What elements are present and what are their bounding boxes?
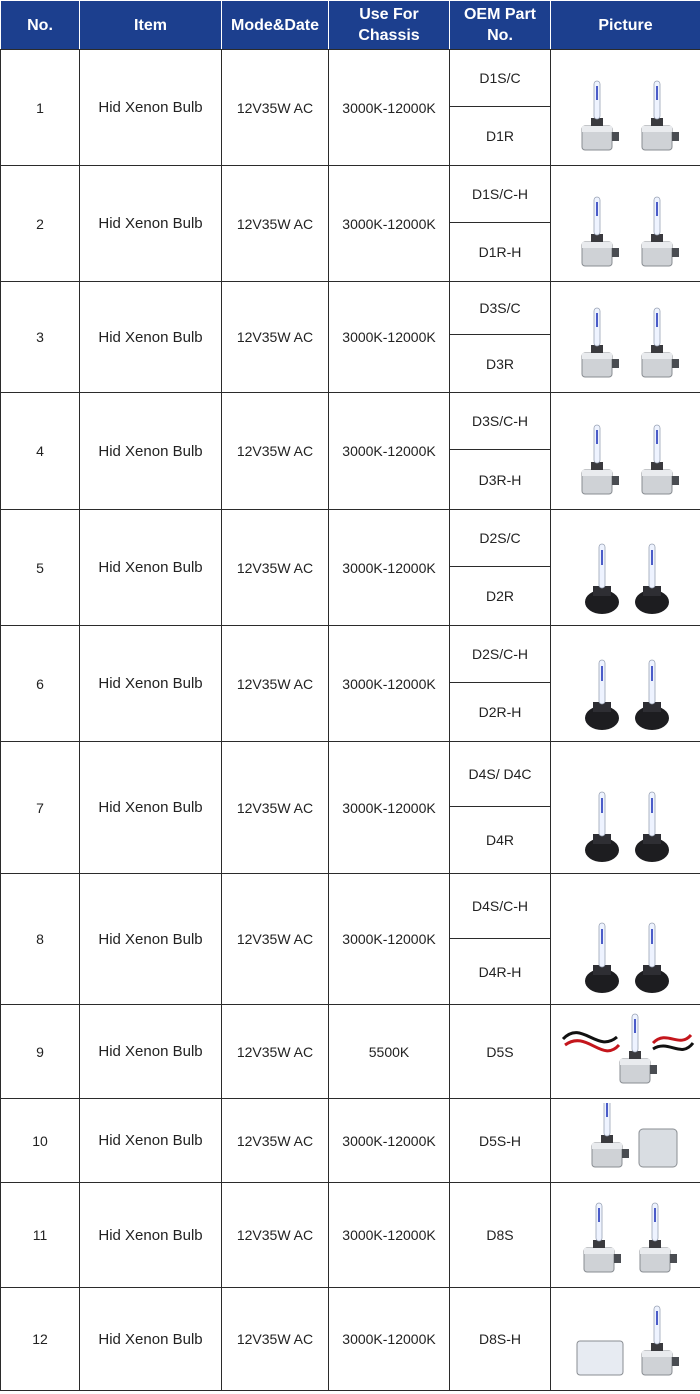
cell-no: 9	[1, 1005, 80, 1099]
bulb-photo-icon	[557, 514, 695, 622]
cell-use-for-chassis: 3000K-12000K	[329, 742, 450, 874]
table-row	[1, 1288, 700, 1391]
cell-oem-part-no: D4R	[450, 807, 551, 874]
cell-no: 12	[1, 1288, 80, 1391]
cell-oem-part-no: D1R	[450, 107, 551, 166]
cell-item: Hid Xenon Bulb	[80, 166, 222, 282]
table-row	[1, 874, 700, 939]
table-header-row	[1, 1, 700, 50]
cell-picture	[551, 393, 700, 510]
cell-use-for-chassis: 3000K-12000K	[329, 1288, 450, 1391]
table-row	[1, 510, 700, 567]
cell-item: Hid Xenon Bulb	[80, 742, 222, 874]
cell-oem-part-no: D8S	[450, 1183, 551, 1288]
cell-picture	[551, 282, 700, 393]
cell-mode-date: 12V35W AC	[222, 282, 329, 393]
cell-oem-part-no: D4R-H	[450, 939, 551, 1005]
cell-oem-part-no: D5S-H	[450, 1099, 551, 1183]
header-oem-part-no: OEM Part No.	[450, 1, 551, 50]
cell-oem-part-no: D3S/C	[450, 282, 551, 335]
cell-oem-part-no: D2R-H	[450, 683, 551, 742]
cell-no: 6	[1, 626, 80, 742]
cell-mode-date: 12V35W AC	[222, 1183, 329, 1288]
cell-picture	[551, 1288, 700, 1391]
cell-item: Hid Xenon Bulb	[80, 1005, 222, 1099]
cell-use-for-chassis: 3000K-12000K	[329, 1099, 450, 1183]
cell-picture	[551, 1005, 700, 1099]
cell-no: 8	[1, 874, 80, 1005]
bulb-photo-icon	[557, 1292, 695, 1387]
header-picture: Picture	[551, 1, 700, 50]
bulb-photo-icon	[557, 878, 695, 1001]
cell-no: 5	[1, 510, 80, 626]
cell-oem-part-no: D4S/C-H	[450, 874, 551, 939]
cell-oem-part-no: D1S/C-H	[450, 166, 551, 223]
cell-item: Hid Xenon Bulb	[80, 50, 222, 166]
bulb-photo-icon	[557, 1103, 695, 1179]
cell-mode-date: 12V35W AC	[222, 742, 329, 874]
bulb-photo-icon	[557, 1009, 695, 1095]
cell-picture	[551, 626, 700, 742]
cell-mode-date: 12V35W AC	[222, 1099, 329, 1183]
table-row	[1, 1183, 700, 1288]
cell-mode-date: 12V35W AC	[222, 510, 329, 626]
cell-oem-part-no: D3R	[450, 335, 551, 393]
table-row	[1, 626, 700, 683]
cell-picture	[551, 1099, 700, 1183]
cell-mode-date: 12V35W AC	[222, 874, 329, 1005]
cell-mode-date: 12V35W AC	[222, 1288, 329, 1391]
table-row	[1, 742, 700, 807]
cell-item: Hid Xenon Bulb	[80, 510, 222, 626]
bulb-photo-icon	[557, 286, 695, 389]
cell-no: 2	[1, 166, 80, 282]
cell-oem-part-no: D2S/C-H	[450, 626, 551, 683]
cell-picture	[551, 50, 700, 166]
cell-item: Hid Xenon Bulb	[80, 1288, 222, 1391]
cell-mode-date: 12V35W AC	[222, 393, 329, 510]
cell-oem-part-no: D8S-H	[450, 1288, 551, 1391]
cell-no: 10	[1, 1099, 80, 1183]
table-row	[1, 393, 700, 450]
cell-item: Hid Xenon Bulb	[80, 282, 222, 393]
cell-picture	[551, 1183, 700, 1288]
cell-item: Hid Xenon Bulb	[80, 626, 222, 742]
cell-use-for-chassis: 3000K-12000K	[329, 1183, 450, 1288]
bulb-photo-icon	[557, 397, 695, 506]
cell-item: Hid Xenon Bulb	[80, 1099, 222, 1183]
table-body	[1, 50, 700, 1391]
cell-no: 11	[1, 1183, 80, 1288]
bulb-photo-icon	[557, 170, 695, 278]
bulb-photo-icon	[557, 54, 695, 162]
cell-use-for-chassis: 3000K-12000K	[329, 874, 450, 1005]
table-row	[1, 1005, 700, 1099]
cell-oem-part-no: D2S/C	[450, 510, 551, 567]
cell-oem-part-no: D1R-H	[450, 223, 551, 282]
cell-oem-part-no: D2R	[450, 567, 551, 626]
cell-use-for-chassis: 3000K-12000K	[329, 50, 450, 166]
cell-use-for-chassis: 3000K-12000K	[329, 282, 450, 393]
cell-item: Hid Xenon Bulb	[80, 393, 222, 510]
cell-no: 7	[1, 742, 80, 874]
cell-no: 1	[1, 50, 80, 166]
cell-mode-date: 12V35W AC	[222, 166, 329, 282]
header-use-for-chassis: Use For Chassis	[329, 1, 450, 50]
cell-use-for-chassis: 3000K-12000K	[329, 510, 450, 626]
cell-no: 4	[1, 393, 80, 510]
cell-no: 3	[1, 282, 80, 393]
cell-picture	[551, 166, 700, 282]
bulb-photo-icon	[557, 1187, 695, 1284]
bulb-photo-icon	[557, 746, 695, 870]
bulb-photo-icon	[557, 630, 695, 738]
header-no: No.	[1, 1, 80, 50]
cell-oem-part-no: D4S/ D4C	[450, 742, 551, 807]
header-item: Item	[80, 1, 222, 50]
cell-use-for-chassis: 3000K-12000K	[329, 166, 450, 282]
cell-picture	[551, 510, 700, 626]
cell-item: Hid Xenon Bulb	[80, 1183, 222, 1288]
table-row	[1, 166, 700, 223]
cell-oem-part-no: D1S/C	[450, 50, 551, 107]
table-row	[1, 1099, 700, 1183]
cell-oem-part-no: D3S/C-H	[450, 393, 551, 450]
cell-picture	[551, 874, 700, 1005]
cell-use-for-chassis: 3000K-12000K	[329, 626, 450, 742]
cell-oem-part-no: D3R-H	[450, 450, 551, 510]
table-row	[1, 50, 700, 107]
cell-picture	[551, 742, 700, 874]
cell-oem-part-no: D5S	[450, 1005, 551, 1099]
cell-mode-date: 12V35W AC	[222, 50, 329, 166]
cell-mode-date: 12V35W AC	[222, 1005, 329, 1099]
cell-use-for-chassis: 5500K	[329, 1005, 450, 1099]
header-mode-date: Mode&Date	[222, 1, 329, 50]
cell-use-for-chassis: 3000K-12000K	[329, 393, 450, 510]
cell-item: Hid Xenon Bulb	[80, 874, 222, 1005]
table-row	[1, 282, 700, 335]
cell-mode-date: 12V35W AC	[222, 626, 329, 742]
